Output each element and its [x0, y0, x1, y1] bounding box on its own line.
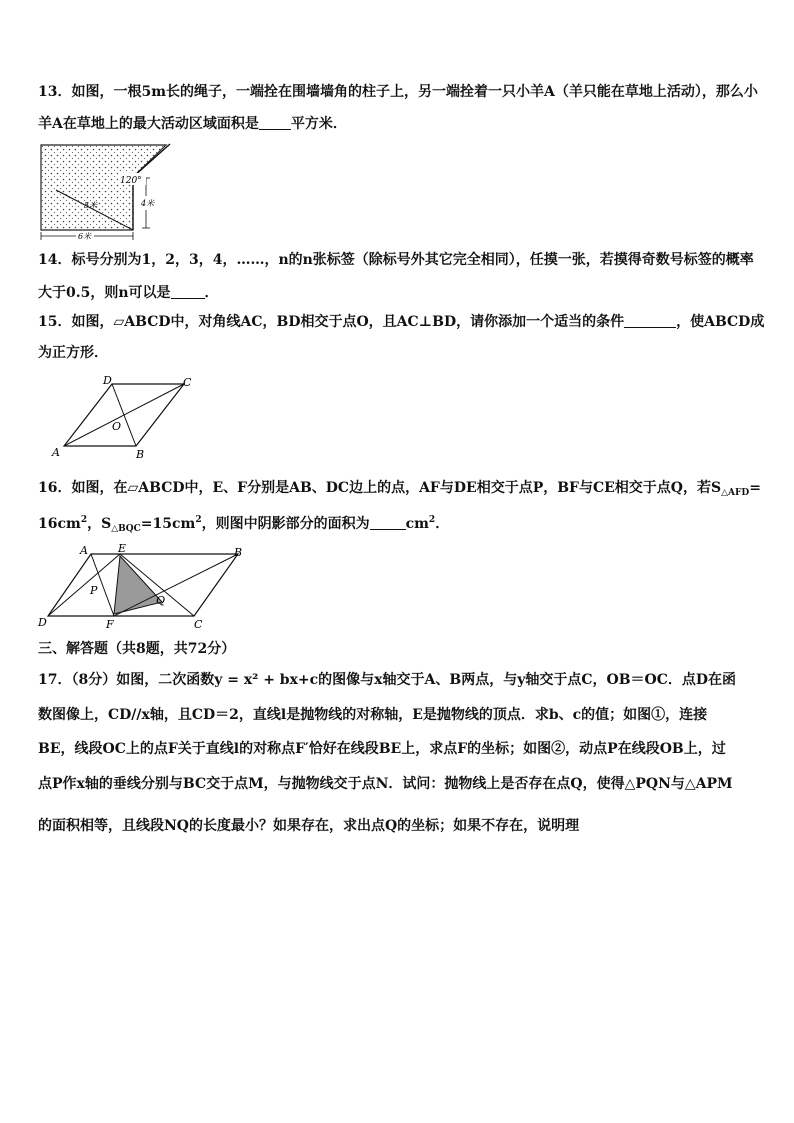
q13-line-2: 羊A在草地上的最大活动区域面积是 平方米．: [38, 116, 347, 132]
label-E: E: [118, 542, 127, 555]
label-A: A: [80, 544, 88, 557]
q16-line-1: 16．如图，在▱ABCD中，E、F分别是AB、DC边上的点，AF与DE相交于点P，BF与CE相交于点Q，若$S_{\triangle AFD}=$: [38, 480, 761, 498]
q17-line-4: 点P作x轴的垂线分别与BC交于点M，与抛物线交于点N．试问：抛物线上是否存在点Q，使得△PQN与△APM: [38, 776, 733, 792]
rope-length-label: 5米: [84, 201, 98, 210]
label-Q: Q: [156, 594, 166, 607]
q15-line-1: 15．如图，▱ABCD中，对角线AC，BD相交于点O，且AC⊥BD，请你添加一个适当的条件 ，使ABCD成: [38, 314, 765, 330]
q14-line-1: 14．标号分别为1，2，3，4，……，n的n张标签（除标号外其它完全相同），任摸一张，若摸得奇数号标签的概率: [38, 252, 754, 268]
q16-figure: [36, 540, 260, 632]
section-heading: 三、解答题（共8题，共72分）: [38, 641, 236, 657]
label-F: F: [106, 618, 114, 631]
q17-line-3: BE，线段OC上的点F关于直线l的对称点F′恰好在线段BE上，求点F的坐标；如图②，动点P在线段OB上，过: [38, 741, 726, 757]
label-C: C: [194, 618, 203, 631]
q17-line-1: 17．（8分）如图，二次函数y = x² + bx+c的图像与x轴交于A、B两点，与y轴交于点C，OB＝OC．点D在函: [38, 672, 737, 688]
label-D: D: [38, 616, 47, 629]
answer-blank: [259, 115, 291, 130]
answer-blank: [171, 284, 205, 299]
label-B: B: [234, 546, 243, 559]
label-A: A: [52, 446, 60, 459]
bottom-length-label: 6米: [78, 232, 92, 241]
q15-line-2: 为正方形．: [38, 345, 108, 361]
vertical-length-label: 4米: [141, 199, 155, 208]
q15-figure: [48, 372, 198, 460]
q17-line-2: 数图像上，CD//x轴，且CD＝2，直线l是抛物线的对称轴，E是抛物线的顶点．求b、c的值；如图①，连接: [38, 707, 708, 723]
angle-label: 120°: [120, 176, 142, 186]
q17-line-5: 的面积相等，且线段NQ的长度最小？如果存在，求出点Q的坐标；如果不存在，说明理: [38, 818, 580, 834]
label-D: D: [103, 374, 112, 387]
label-O: O: [112, 420, 122, 433]
answer-blank: [624, 313, 676, 328]
q16-line-2: $16cm^2$，$S_{\triangle BQC}=15cm^2$，则图中阴影部分的面积为 $cm^2$．: [38, 515, 450, 534]
label-C: C: [183, 376, 192, 389]
label-P: P: [90, 584, 98, 597]
q13-figure: [38, 142, 172, 242]
q14-line-2: 大于0.5，则n可以是 ．: [38, 285, 219, 301]
label-B: B: [136, 448, 145, 460]
answer-blank: [370, 515, 406, 530]
q13-line-1: 13．如图，一根5m长的绳子，一端拴在围墙墙角的柱子上，另一端拴着一只小羊A（羊只能在草地上活动），那么小: [38, 84, 758, 100]
